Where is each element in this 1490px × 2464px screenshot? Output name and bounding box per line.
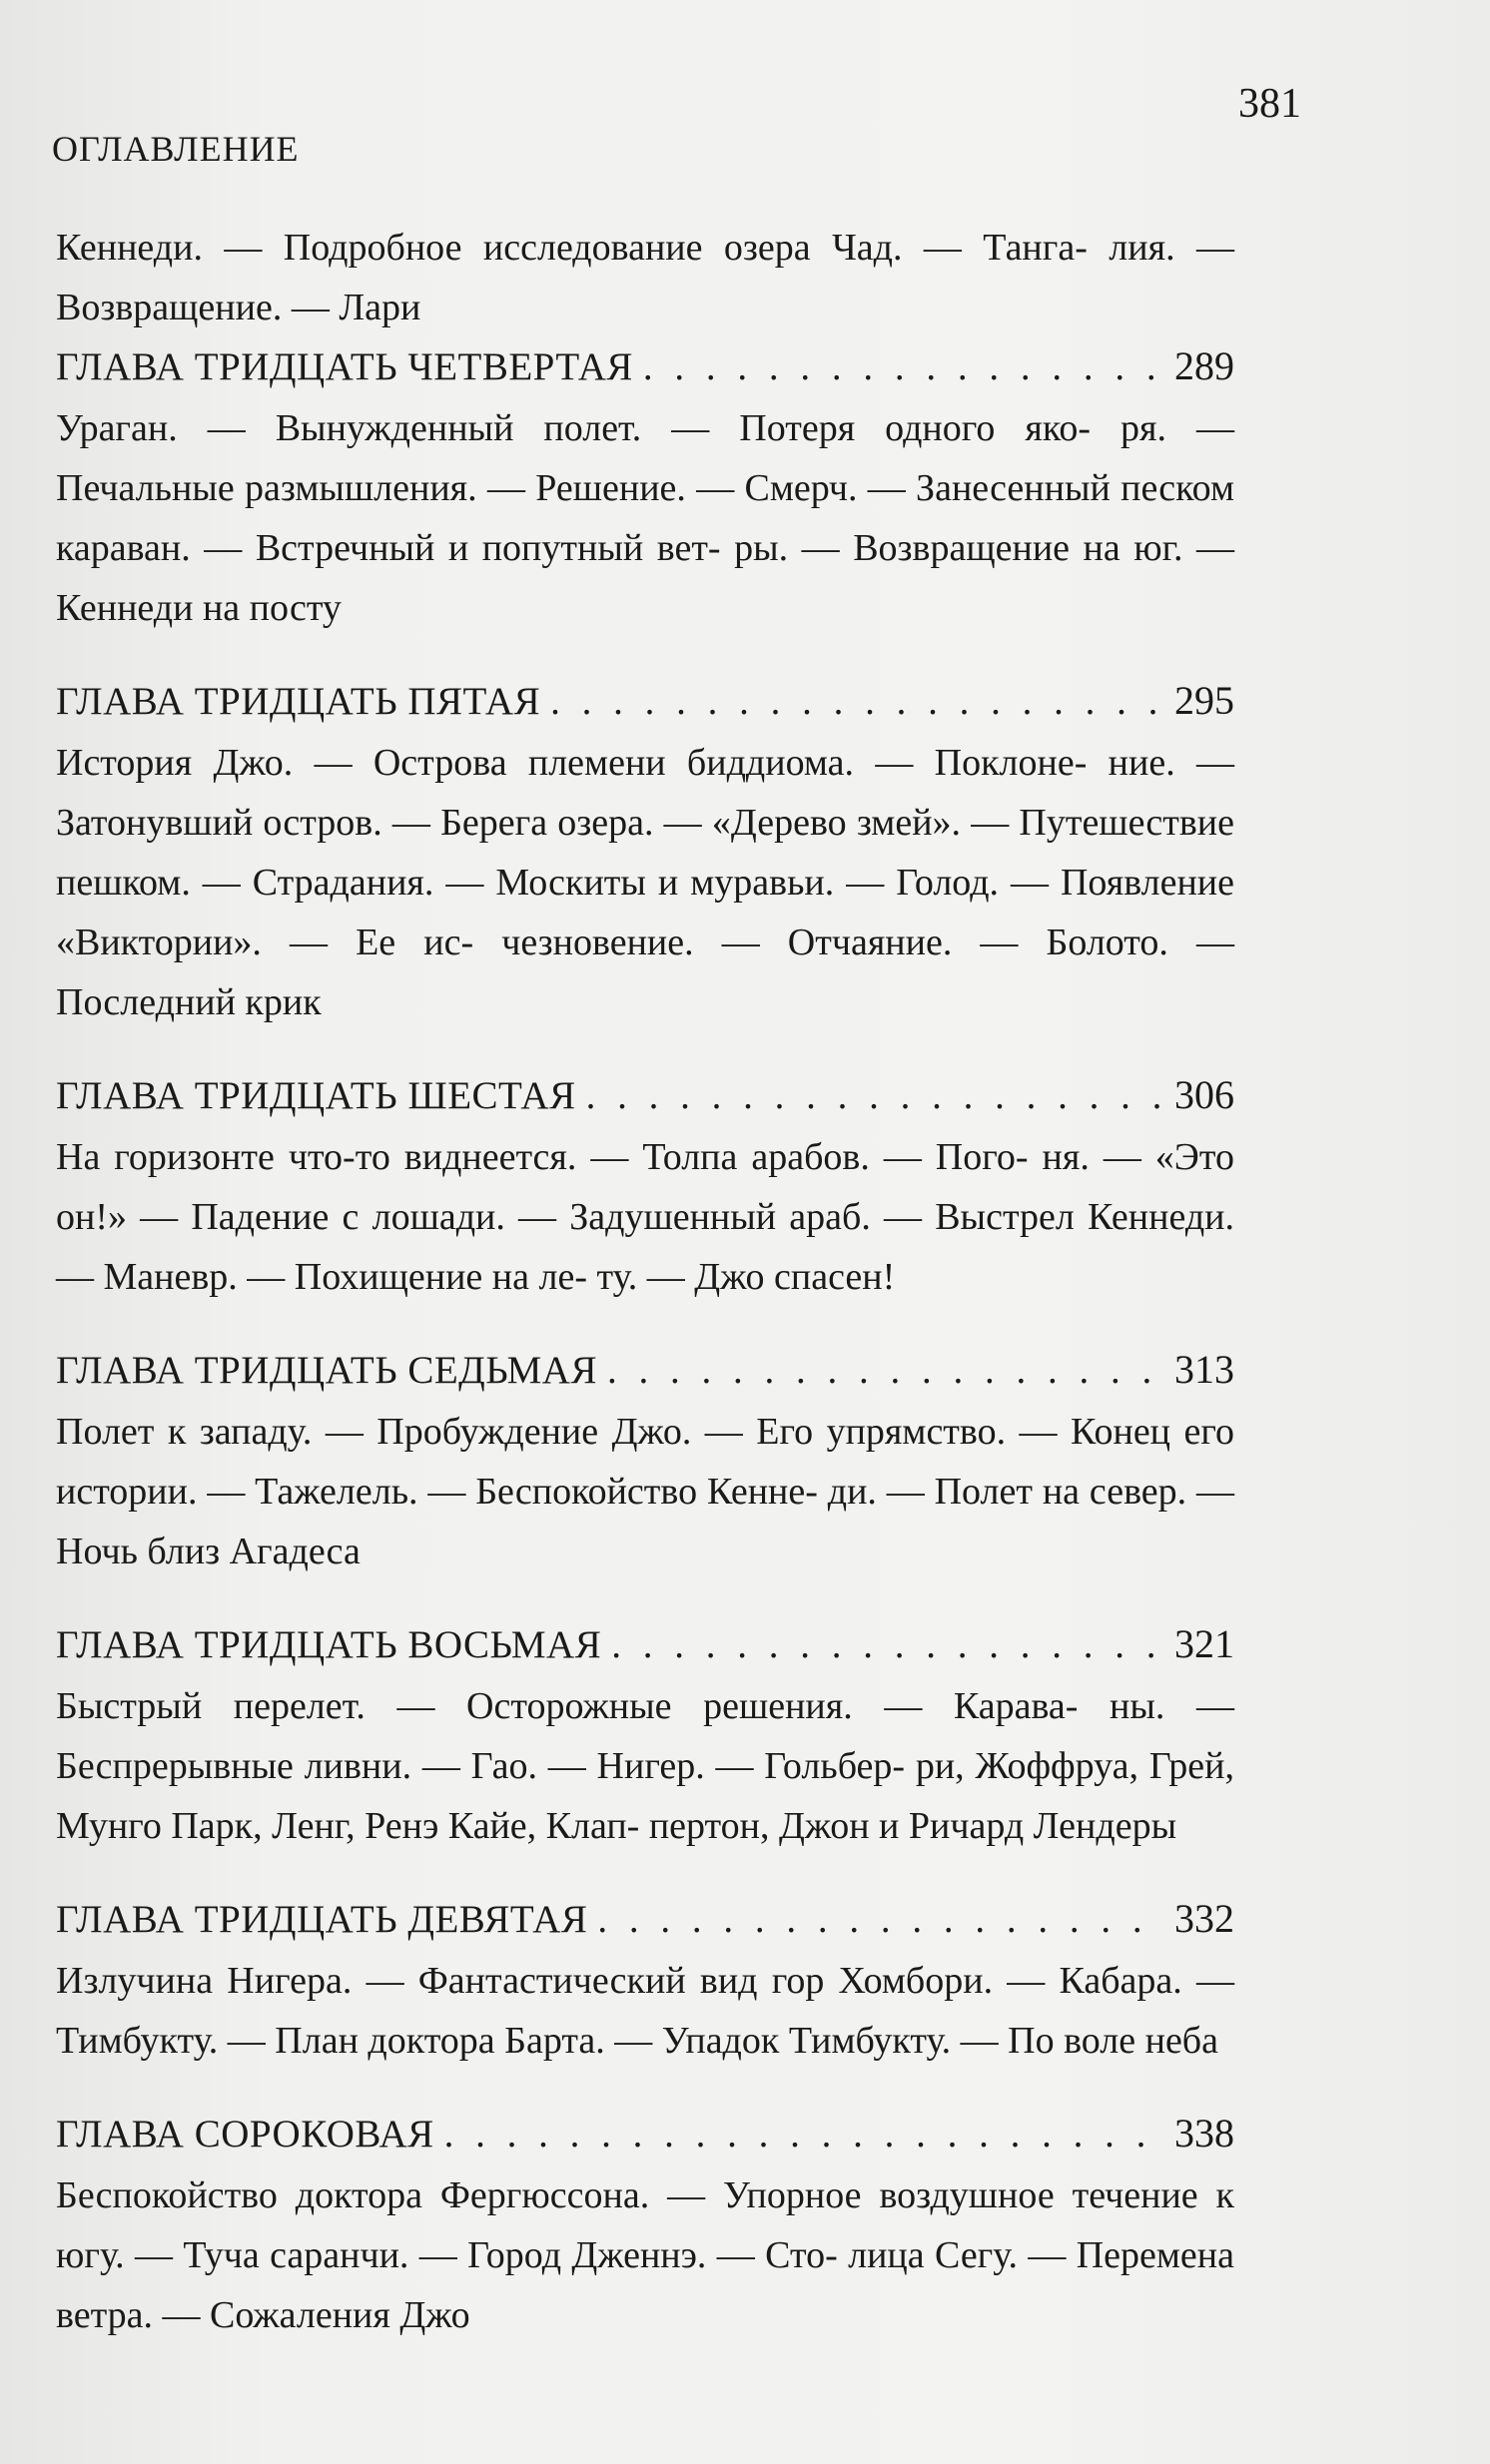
chapter-page-number: 289 <box>1174 343 1234 388</box>
chapter-page-number: 295 <box>1174 678 1234 723</box>
chapter-heading <box>56 1615 1234 1674</box>
chapter-description: Излучина Нигера. — Фантастический вид гор Хомбори. — Кабара. — Тимбукту. — План доктора Барта. — Упадок Тимбукту. — По воле неба <box>56 1960 1234 2062</box>
chapter-description: История Джо. — Острова племени биддиома. — Поклоне- ние. — Затонувший остров. — Берега озера. — «Дерево змей». — Путешествие пешком. — Страдания. — Москиты и муравьи. — Голод. — Появление «Виктории». — Ее ис- чезновение. — Отчаяние. — Болото. — Последний крик <box>56 742 1234 1023</box>
chapter-title: ГЛАВА ТРИДЦАТЬ ВОСЬМАЯ <box>56 1623 602 1666</box>
chapter-title: ГЛАВА ТРИДЦАТЬ ШЕСТАЯ <box>56 1074 576 1117</box>
dot-leader <box>586 1067 1164 1125</box>
toc-entry <box>56 1890 1234 2071</box>
chapter-title: ГЛАВА ТРИДЦАТЬ ЧЕТВЕРТАЯ <box>56 345 633 388</box>
toc-entry <box>56 1615 1234 1856</box>
chapter-page-number: 338 <box>1174 2111 1234 2156</box>
intro-description: Кеннеди. — Подробное исследование озера Чад. — Танга- лия. — Возвращение. — Лари <box>56 227 1234 328</box>
table-of-contents <box>56 218 1234 2345</box>
dot-leader <box>597 1891 1164 1949</box>
chapter-heading <box>56 1341 1234 1400</box>
chapter-description: Беспокойство доктора Фергюссона. — Упорное воздушное течение к югу. — Туча саранчи. — Город Дженнэ. — Сто- лица Сегу. — Перемена ветра. — Сожаления Джо <box>56 2174 1234 2336</box>
chapter-title: ГЛАВА ТРИДЦАТЬ ДЕВЯТАЯ <box>56 1898 588 1941</box>
dot-leader <box>611 1616 1164 1674</box>
chapter-title: ГЛАВА ТРИДЦАТЬ СЕДЬМАЯ <box>56 1349 597 1392</box>
toc-entry <box>56 1341 1234 1581</box>
chapter-page-number: 306 <box>1174 1072 1234 1117</box>
chapter-heading <box>56 672 1234 731</box>
toc-entry <box>56 672 1234 1032</box>
chapter-description: Быстрый перелет. — Осторожные решения. — Карава- ны. — Беспрерывные ливни. — Гао. — Нигер. — Гольбер- ри, Жоффруа, Грей, Мунго Парк, Ленг, Ренэ Кайе, Клап- пертон, Джон и Ричард Лендеры <box>56 1685 1234 1847</box>
dot-leader <box>607 1342 1164 1400</box>
running-head: ОГЛАВЛЕНИЕ <box>52 129 300 169</box>
chapter-title: ГЛАВА ТРИДЦАТЬ ПЯТАЯ <box>56 680 541 723</box>
chapter-page-number: 332 <box>1174 1896 1234 1941</box>
chapter-page-number: 321 <box>1174 1621 1234 1666</box>
dot-leader <box>643 338 1164 396</box>
chapter-heading <box>56 1066 1234 1125</box>
chapter-heading <box>56 2105 1234 2163</box>
toc-entry <box>56 337 1234 638</box>
dot-leader <box>444 2106 1164 2163</box>
chapter-description: Полет к западу. — Пробуждение Джо. — Его упрямство. — Конец его истории. — Тажелель. — Беспокойство Кенне- ди. — Полет на север. — Ночь близ Агадеса <box>56 1411 1234 1572</box>
chapter-heading <box>56 337 1234 396</box>
chapter-title: ГЛАВА СОРОКОВАЯ <box>56 2113 434 2156</box>
chapter-heading <box>56 1890 1234 1949</box>
toc-entry <box>56 1066 1234 1307</box>
chapter-description: На горизонте что-то виднеется. — Толпа арабов. — Пого- ня. — «Это он!» — Падение с лошади. — Задушенный араб. — Выстрел Кеннеди. — Маневр. — Похищение на ле- ту. — Джо спасен! <box>56 1136 1234 1298</box>
chapter-description: Ураган. — Вынужденный полет. — Потеря одного яко- ря. — Печальные размышления. — Решение. — Смерч. — Занесенный песком караван. — Встречный и попутный вет- ры. — Возвращение на юг. — Кеннеди на посту <box>56 407 1234 629</box>
chapter-page-number: 313 <box>1174 1347 1234 1392</box>
dot-leader <box>550 673 1164 731</box>
page-number: 381 <box>1238 81 1301 127</box>
toc-entry <box>56 2105 1234 2345</box>
